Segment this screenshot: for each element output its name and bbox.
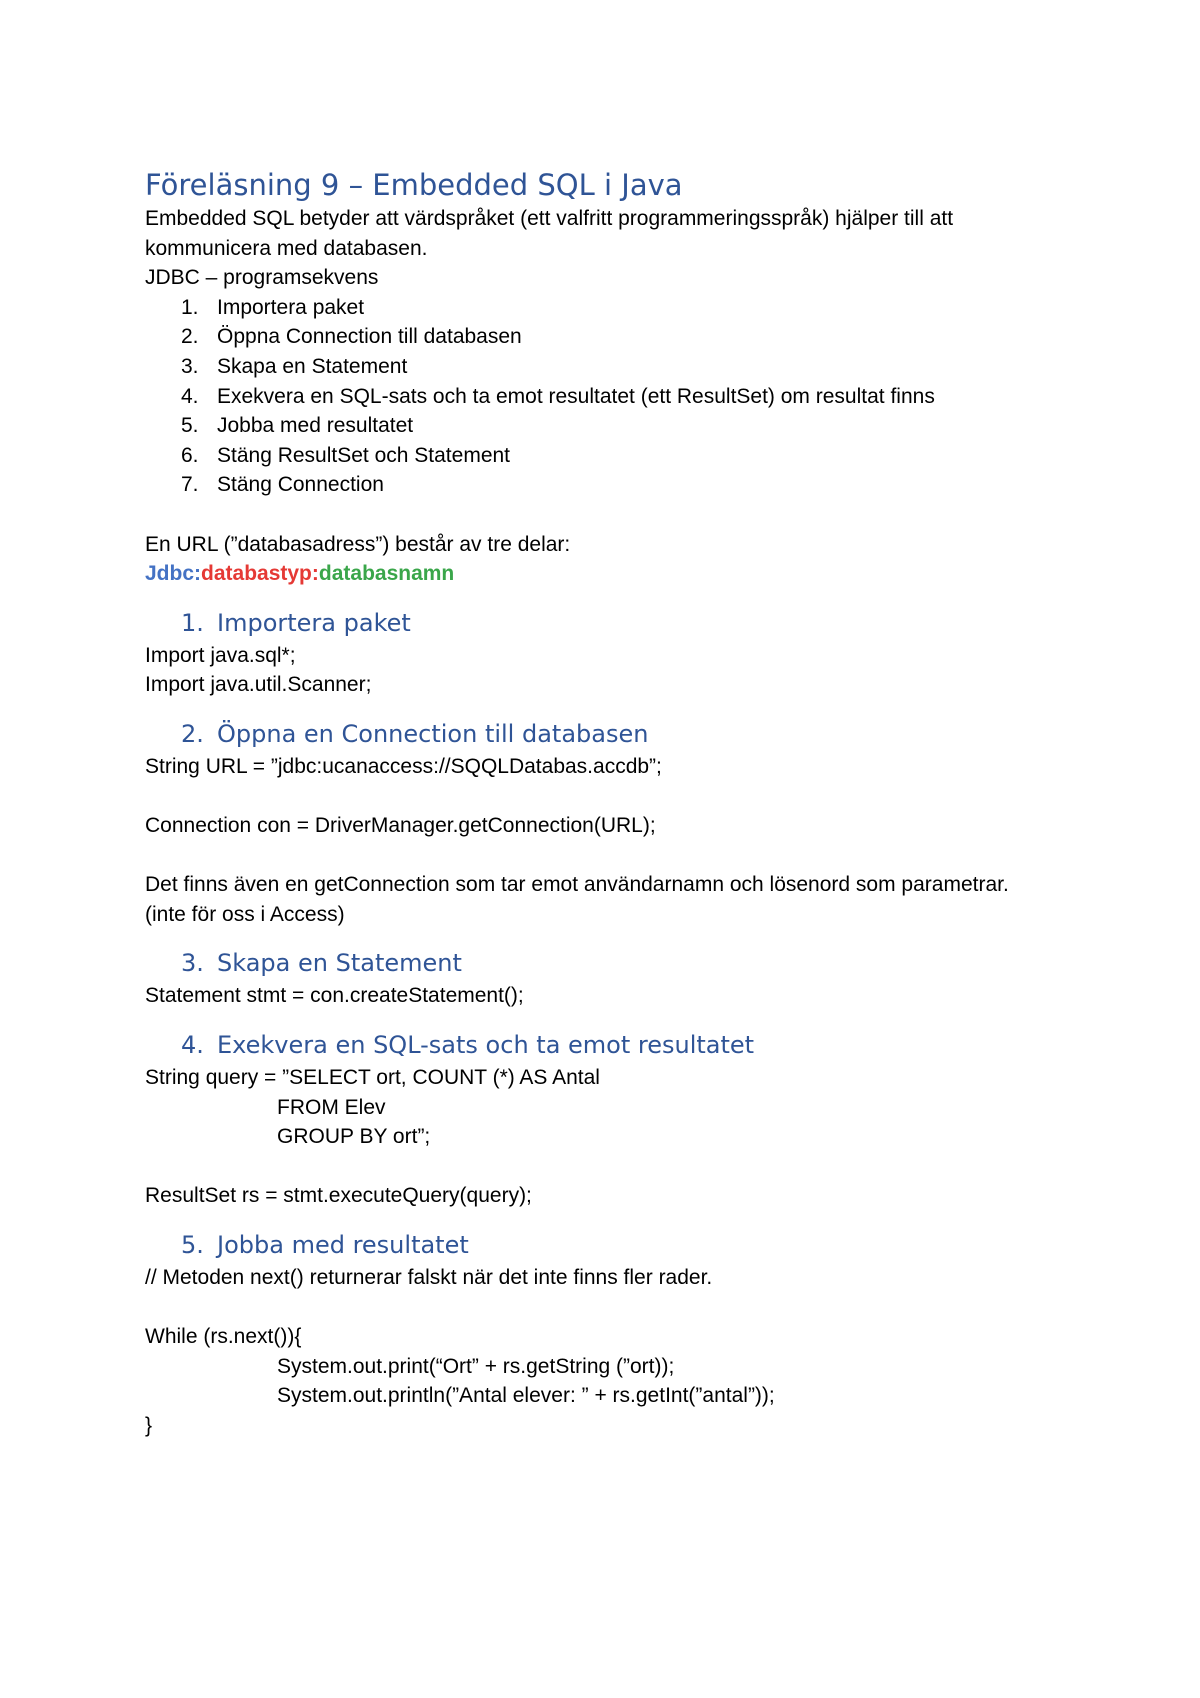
url-description: En URL (”databasadress”) består av tre delar: bbox=[145, 532, 571, 556]
list-item-text: Öppna Connection till databasen bbox=[217, 325, 522, 349]
list-item bbox=[145, 293, 1105, 323]
list-item-text: Importera paket bbox=[217, 295, 365, 319]
url-part-type: databastyp bbox=[201, 562, 312, 586]
step-list bbox=[145, 293, 1105, 500]
code-line: String query = ”SELECT ort, COUNT (*) AS Antal bbox=[145, 1066, 600, 1090]
url-part-separator: : bbox=[311, 562, 319, 586]
jdbc-heading: JDBC – programsekvens bbox=[145, 266, 379, 290]
list-item bbox=[145, 322, 1105, 352]
intro-line-2: kommunicera med databasen. bbox=[145, 236, 428, 260]
document-page bbox=[145, 166, 1105, 1441]
code-line: Connection con = DriverManager.getConnection(URL); bbox=[145, 814, 656, 838]
section-title: Importera paket bbox=[217, 608, 411, 637]
list-item-text: Stäng Connection bbox=[217, 473, 384, 497]
section-title: Öppna en Connection till databasen bbox=[217, 719, 649, 748]
spacer bbox=[145, 1152, 1105, 1182]
list-item-number: 2. bbox=[181, 325, 199, 349]
list-item-number: 4. bbox=[181, 384, 199, 408]
spacer bbox=[145, 500, 1105, 530]
code-line: System.out.println(”Antal elever: ” + rs.getInt(”antal”)); bbox=[277, 1384, 775, 1408]
section-number: 4. bbox=[181, 1031, 204, 1060]
body-text: (inte för oss i Access) bbox=[145, 902, 345, 926]
section-heading-results bbox=[145, 1227, 1105, 1263]
section-number: 2. bbox=[181, 719, 204, 748]
section-title: Jobba med resultatet bbox=[217, 1231, 469, 1260]
url-format bbox=[145, 559, 1105, 589]
section-heading-execute bbox=[145, 1027, 1105, 1063]
code-line: Import java.util.Scanner; bbox=[145, 673, 372, 697]
list-item-number: 3. bbox=[181, 354, 199, 378]
section-title: Skapa en Statement bbox=[217, 949, 462, 978]
section-heading-import bbox=[145, 605, 1105, 641]
list-item-number: 7. bbox=[181, 473, 199, 497]
code-line: Import java.sql*; bbox=[145, 643, 296, 667]
section-heading-connection bbox=[145, 716, 1105, 752]
list-item-text: Exekvera en SQL-sats och ta emot resultatet (ett ResultSet) om resultat finns bbox=[217, 384, 935, 408]
code-line: GROUP BY ort”; bbox=[277, 1125, 431, 1149]
code-line: System.out.print(“Ort” + rs.getString (”ort)); bbox=[277, 1354, 675, 1378]
section-title: Exekvera en SQL-sats och ta emot resultatet bbox=[217, 1031, 755, 1060]
body-text: Det finns även en getConnection som tar emot användarnamn och lösenord som parametrar. bbox=[145, 873, 1009, 897]
code-line: While (rs.next()){ bbox=[145, 1325, 302, 1349]
spacer bbox=[145, 782, 1105, 812]
section-number: 3. bbox=[181, 949, 204, 978]
section-number: 5. bbox=[181, 1231, 204, 1260]
code-comment: // Metoden next() returnerar falskt när det inte finns fler rader. bbox=[145, 1266, 713, 1290]
code-line: Statement stmt = con.createStatement(); bbox=[145, 984, 524, 1008]
list-item bbox=[145, 411, 1105, 441]
code-line: } bbox=[145, 1414, 153, 1437]
list-item-number: 5. bbox=[181, 414, 199, 438]
url-part-name: databasnamn bbox=[318, 562, 455, 586]
list-item-text: Jobba med resultatet bbox=[217, 414, 414, 438]
code-line: ResultSet rs = stmt.executeQuery(query); bbox=[145, 1184, 532, 1208]
document-title: Föreläsning 9 – Embedded SQL i Java bbox=[145, 168, 683, 202]
url-part-jdbc: Jdbc: bbox=[145, 562, 202, 586]
code-line: FROM Elev bbox=[277, 1095, 386, 1119]
list-item bbox=[145, 352, 1105, 382]
list-item-number: 1. bbox=[181, 295, 199, 319]
spacer bbox=[145, 841, 1105, 871]
code-line: String URL = ”jdbc:ucanaccess://SQQLDatabas.accdb”; bbox=[145, 754, 662, 778]
section-number: 1. bbox=[181, 608, 204, 637]
spacer bbox=[145, 1293, 1105, 1323]
list-item bbox=[145, 441, 1105, 471]
intro-line-1: Embedded SQL betyder att värdspråket (ett valfritt programmeringsspråk) hjälper till att bbox=[145, 207, 954, 230]
list-item-text: Stäng ResultSet och Statement bbox=[217, 443, 511, 467]
list-item bbox=[145, 470, 1105, 500]
section-heading-statement bbox=[145, 945, 1105, 981]
list-item-text: Skapa en Statement bbox=[217, 354, 408, 378]
list-item bbox=[145, 382, 1105, 412]
list-item-number: 6. bbox=[181, 443, 199, 467]
